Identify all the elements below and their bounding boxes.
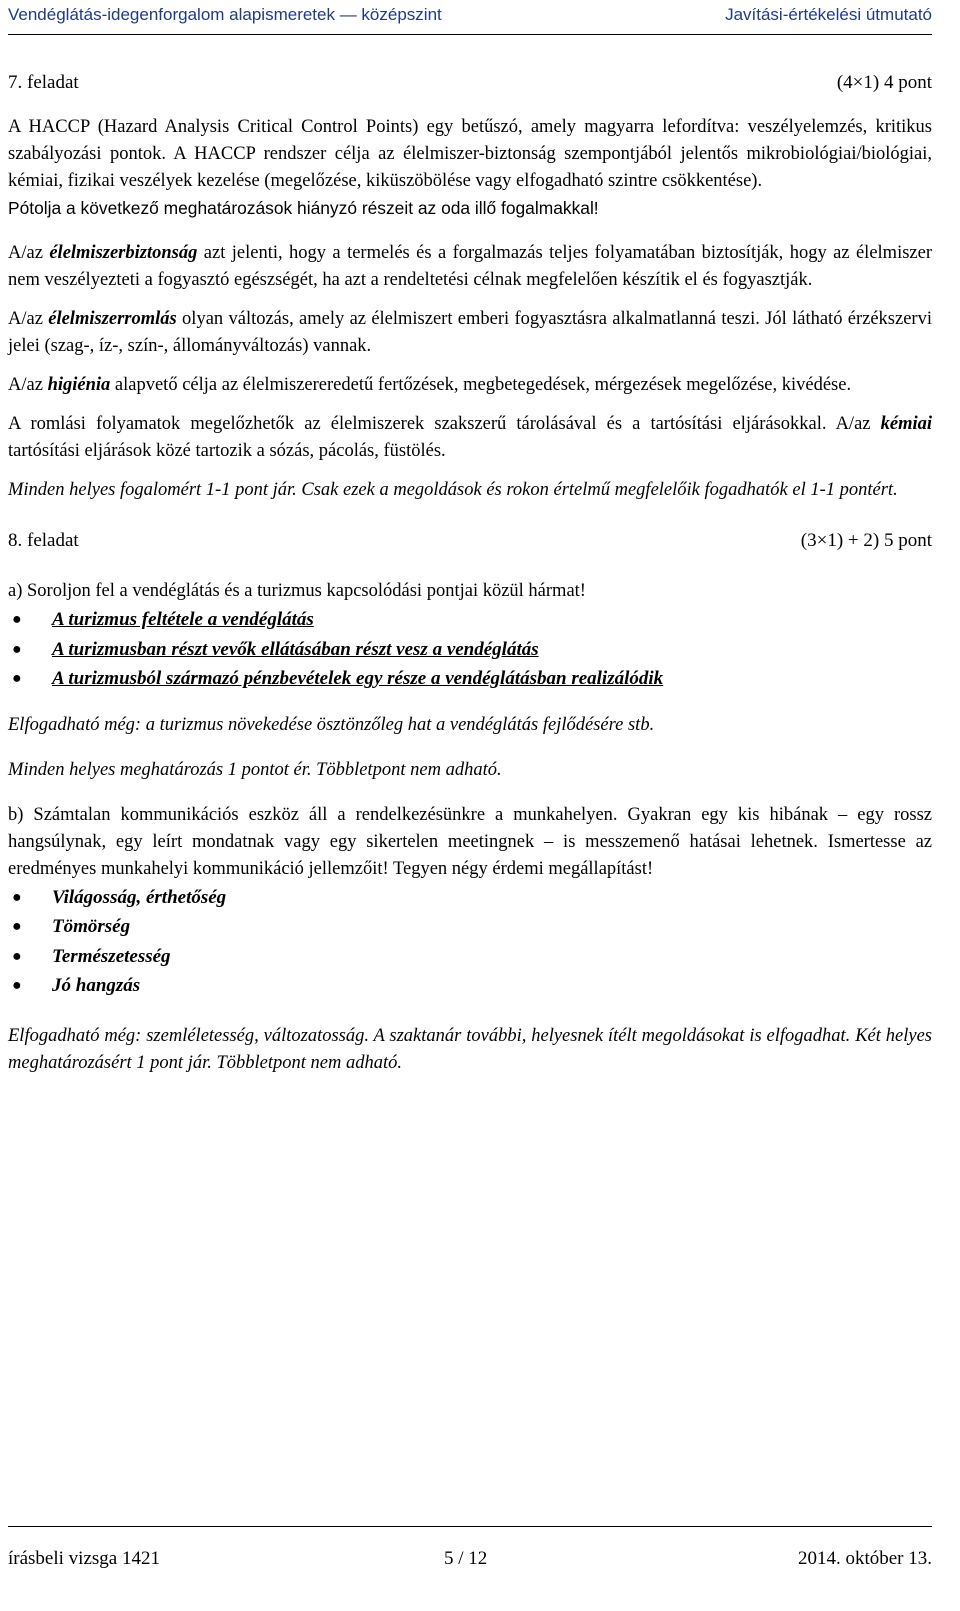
- task-8a-accept-note: Elfogadható még: a turizmus növekedése ösztönzőleg hat a vendéglátás fejlődésére stb.: [8, 714, 655, 735]
- bullet-icon: ●: [12, 977, 22, 994]
- list-item: ● Tömörség: [8, 912, 932, 942]
- list-item: ● A turizmusból származó pénzbevételek egy része a vendéglátásban realizálódik: [8, 664, 932, 694]
- definition-4: A romlási folyamatok megelőzhetők az élelmiszerek szakszerű tárolásával és a tartósítási eljárásokkal. A/az kémiai tartósítási eljárások közé tartozik a sózás, pácolás, füstölés.: [8, 414, 932, 461]
- page-number: 5 / 12: [444, 1548, 488, 1569]
- definition-3: A/az higiénia alapvető célja az élelmiszereredetű fertőzések, megbetegedések, mérgezések megelőzése, kivédése.: [8, 375, 852, 395]
- task-7-instruction: Pótolja a következő meghatározások hiányzó részeit az oda illő fogalmakkal!: [8, 198, 599, 218]
- list-item: ● Világosság, érthetőség: [8, 883, 932, 913]
- task-7-points: (4×1) 4 pont: [836, 72, 932, 93]
- footer-divider: [8, 1526, 932, 1527]
- list-item: ● A turizmus feltétele a vendéglátás: [8, 605, 932, 635]
- footer-exam-id: írásbeli vizsga 1421: [8, 1548, 160, 1569]
- page-footer: [8, 1544, 932, 1574]
- bullet-icon: ●: [12, 947, 22, 965]
- answer-term-1: élelmiszerbiztonság: [49, 243, 198, 263]
- list-item: ● A turizmusban részt vevők ellátásában részt vesz a vendéglátás: [8, 635, 932, 665]
- page-header: [8, 0, 932, 34]
- task-7-intro: A HACCP (Hazard Analysis Critical Control Points) egy betűszó, amely magyarra lefordítva: veszélyelemzés, kritikus szabályozási pontok. A HACCP rendszer célja az élelmiszer-biztonság szempontjából jelentős mikrobiológiai/biológiai, kémiai, fizikai veszélyek kezelése (megelőzése, kiküszöbölése vagy elfogadható szintre csökkentése).: [8, 117, 932, 191]
- task-8-heading: [8, 526, 932, 556]
- bullet-icon: ●: [12, 640, 22, 658]
- list-item: ● Természetesség: [8, 942, 932, 972]
- task-8-title: 8. feladat: [8, 530, 79, 551]
- task-8a-answer-list: [8, 605, 932, 694]
- bullet-icon: ●: [12, 888, 22, 906]
- task-7-heading: [8, 68, 932, 98]
- header-doc-type: Javítási-értékelési útmutató: [725, 5, 932, 24]
- task-8a-scoring-note: Minden helyes meghatározás 1 pontot ér. Többletpont nem adható.: [8, 759, 502, 780]
- task-8b-answer-list: [8, 883, 932, 1001]
- bullet-icon: ●: [12, 611, 22, 628]
- task-7-title: 7. feladat: [8, 72, 79, 93]
- task-8-points: (3×1) + 2) 5 pont: [800, 530, 932, 551]
- task-8b-question: b) Számtalan kommunikációs eszköz áll a rendelkezésünkre a munkahelyen. Gyakran egy kis hibának – egy rossz hangsúlynak, egy leírt mondatnak vagy egy sikertelen meetingnek – is messzemenő hatásai lehetnek. Ismertesse az eredményes munkahelyi kommunikáció jellemzőit! Tegyen négy érdemi megállapítást!: [8, 804, 932, 879]
- answer-term-2: élelmiszerromlás: [48, 309, 177, 329]
- definition-1: A/az élelmiszerbiztonság azt jelenti, hogy a termelés és a forgalmazás teljes folyamatában biztosítják, hogy az élelmiszer nem veszélyezteti a fogyasztó egészségét, ha azt a rendeltetési célnak megfelelően készítik el és fogyasztják.: [8, 243, 932, 290]
- answer-term-3: higiénia: [47, 375, 111, 395]
- header-divider: [8, 34, 932, 35]
- answer-term-4: kémiai: [880, 414, 932, 434]
- page-content: [8, 68, 932, 1077]
- bullet-icon: ●: [12, 670, 22, 687]
- list-item: ● Jó hangzás: [8, 971, 932, 1001]
- task-7-scoring-note: Minden helyes fogalomért 1-1 pont jár. Csak ezek a megoldások és rokon értelmű megfelelőik fogadhatók el 1-1 pontért.: [8, 480, 898, 500]
- header-subject: Vendéglátás-idegenforgalom alapismeretek — középszint: [8, 5, 442, 24]
- task-8a-question: a) Soroljon fel a vendéglátás és a turizmus kapcsolódási pontjai közül hármat!: [8, 581, 586, 601]
- task-8b-accept-note: Elfogadható még: szemléletesség, változatosság. A szaktanár további, helyesnek ítélt megoldásokat is elfogadhat. Két helyes meghatározásért 1 pont jár. Többletpont nem adható.: [8, 1025, 932, 1073]
- bullet-icon: ●: [12, 918, 22, 935]
- footer-date: 2014. október 13.: [797, 1548, 932, 1569]
- definition-2: A/az élelmiszerromlás olyan változás, amely az élelmiszert emberi fogyasztásra alkalmatlanná teszi. Jól látható érzékszervi jelei (szag-, íz-, szín-, állományváltozás) vannak.: [8, 309, 932, 356]
